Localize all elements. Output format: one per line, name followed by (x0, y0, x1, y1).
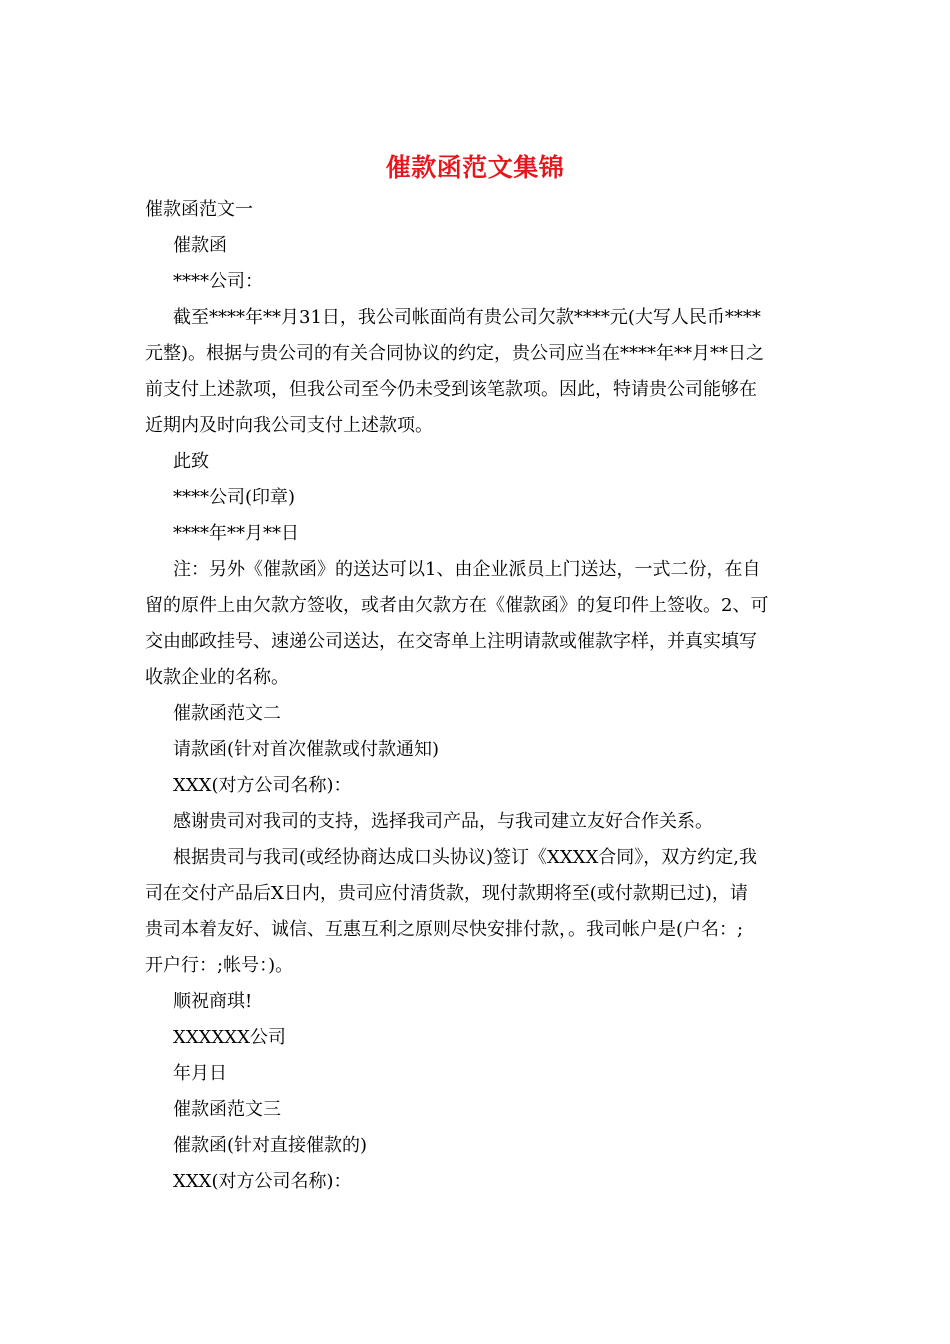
body-line-1-4: 近期内及时向我公司支付上述款项。 (145, 415, 433, 436)
date-2: 年月日 (173, 1063, 227, 1084)
note-line-1: 注：另外《催款函》的送达可以1、由企业派员上门送达，一式二份，在自 (173, 559, 761, 580)
note-line-2: 留的原件上由欠款方签收，或者由欠款方在《催款函》的复印件上签收。2、可 (145, 595, 769, 616)
letter-title-3: 催款函(针对直接催款的) (173, 1135, 368, 1156)
note-line-4: 收款企业的名称。 (145, 667, 289, 688)
body-line-1-2: 元整)。根据与贵公司的有关合同协议的约定，贵公司应当在****年**月**日之 (145, 343, 765, 364)
section-heading-1: 催款函范文一 (145, 199, 253, 220)
closing-1: 此致 (173, 451, 209, 472)
letter-title-1: 催款函 (173, 235, 227, 256)
body-line-2-2: 司在交付产品后X日内，贵司应付清货款，现付款期将至(或付款期已过)，请 (145, 883, 748, 904)
closing-2: 顺祝商琪! (173, 991, 253, 1012)
body-line-2-3: 贵司本着友好、诚信、互惠互利之原则尽快安排付款，。我司帐户是(户名：; (145, 919, 744, 940)
body-line-2-1: 根据贵司与我司(或经协商达成口头协议)签订《XXXX合同》，双方约定,我 (173, 847, 758, 868)
letter-title-2: 请款函(针对首次催款或付款通知) (173, 739, 440, 760)
thanks-2: 感谢贵司对我司的支持，选择我司产品，与我司建立友好合作关系。 (173, 811, 713, 832)
section-heading-2: 催款函范文二 (173, 703, 281, 724)
section-heading-3: 催款函范文三 (173, 1099, 281, 1120)
recipient-1: ****公司： (173, 271, 263, 292)
signature-1: ****公司(印章) (173, 487, 296, 508)
body-line-1-3: 前支付上述款项，但我公司至今仍未受到该笔款项。因此，特请贵公司能够在 (145, 379, 757, 400)
document-body (145, 192, 805, 1200)
body-line-2-4: 开户行：;帐号：)。 (145, 955, 294, 976)
recipient-3: XXX(对方公司名称)： (173, 1171, 352, 1192)
signature-2: XXXXXX公司 (173, 1027, 286, 1048)
date-1: ****年**月**日 (173, 523, 299, 544)
note-line-3: 交由邮政挂号、速递公司送达，在交寄单上注明请款或催款字样，并真实填写 (145, 631, 757, 652)
body-line-1-1: 截至****年**月31日，我公司帐面尚有贵公司欠款****元(大写人民币**** (173, 307, 761, 328)
document-title: 催款函范文集锦 (385, 153, 565, 182)
recipient-2: XXX(对方公司名称)： (173, 775, 352, 796)
